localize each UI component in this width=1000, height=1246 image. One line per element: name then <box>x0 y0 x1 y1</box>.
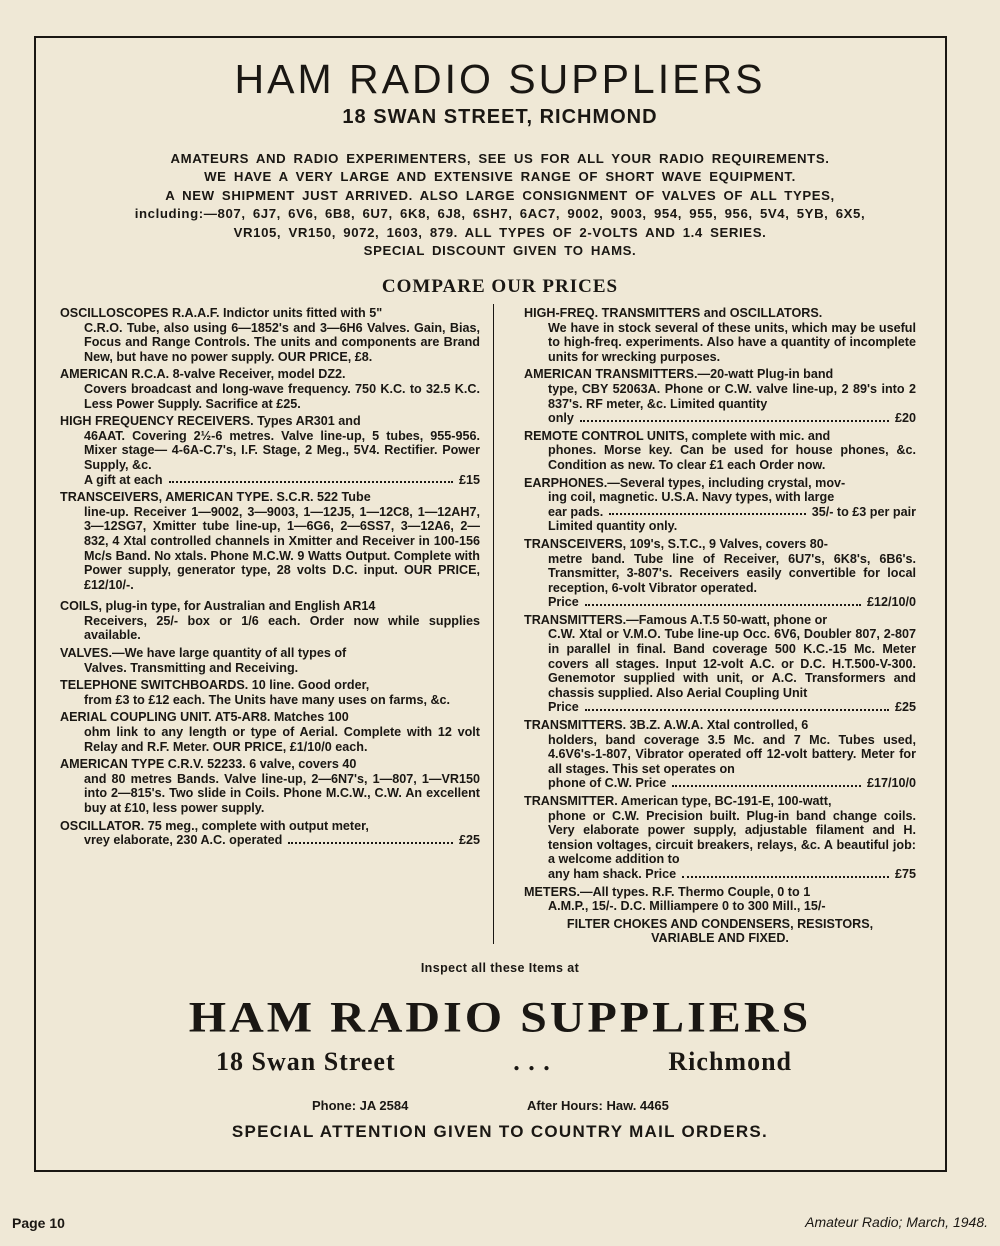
price-label: only <box>548 411 574 426</box>
listing-item <box>60 757 480 815</box>
price-line <box>524 411 916 426</box>
listing-item <box>60 646 480 675</box>
publication-info: Amateur Radio; March, 1948. <box>805 1214 988 1230</box>
listing-item <box>524 885 916 914</box>
price-line <box>524 700 916 715</box>
listing-description: 46AAT. Covering 2½-6 metres. Valve line-up, 5 tubes, 955-956. Mixer stage— 4-6A-C.7's, I.F. Stage, 2 Meg., 5V4. Rectifier. Power Supply, &c. <box>84 428 480 472</box>
address-dots: . . . <box>513 1047 551 1076</box>
listing-heading: AMERICAN TYPE C.R.V. 52233. 6 valve, covers 40 <box>60 757 357 772</box>
price-label: Price <box>548 595 579 610</box>
listing-heading: AMERICAN TRANSMITTERS.—20-watt Plug-in band <box>524 367 834 382</box>
listing-heading: EARPHONES.—Several types, including crystal, mov- <box>524 475 846 490</box>
after-hours-phone: After Hours: Haw. 4465 <box>527 1098 669 1113</box>
listing-item <box>60 490 480 592</box>
listing-item <box>60 599 480 643</box>
listing-item <box>60 819 480 848</box>
bottom-address <box>216 1047 792 1077</box>
price-value: £75 <box>894 866 916 881</box>
price-value: £25 <box>458 833 480 848</box>
price-label: vrey elaborate, 230 A.C. operated <box>84 833 283 848</box>
listing-description: ing coil, magnetic. U.S.A. Navy types, with large <box>548 490 835 505</box>
mail-orders-notice: SPECIAL ATTENTION GIVEN TO COUNTRY MAIL ORDERS. <box>231 1122 769 1141</box>
listing-heading: TRANSMITTER. American type, BC-191-E, 100-watt, <box>524 794 832 808</box>
leader-dots <box>169 473 453 484</box>
listing-heading: OSCILLATOR. 75 meg., complete with output meter, <box>60 818 369 833</box>
phone-number: Phone: JA 2584 <box>312 1098 409 1113</box>
listing-heading: HIGH-FREQ. TRANSMITTERS and OSCILLATORS. <box>524 306 823 320</box>
listing-description: C.R.O. Tube, also using 6—1852's and 3—6H6 Valves. Gain, Bias, Focus and Range Controls. The units and components are Brand New, but have no power supply. OUR PRICE, £8. <box>84 320 480 364</box>
intro-line: AMATEURS AND RADIO EXPERIMENTERS, SEE US FOR ALL YOUR RADIO REQUIREMENTS. <box>170 151 830 166</box>
listing-description: Receivers, 25/- box or 1/6 each. Order now while supplies available. <box>84 613 480 643</box>
listing-heading: COILS, plug-in type, for Australian and English AR14 <box>60 599 376 614</box>
page-number: Page 10 <box>12 1215 65 1231</box>
intro-line: A NEW SHIPMENT JUST ARRIVED. ALSO LARGE CONSIGNMENT OF VALVES OF ALL TYPES, <box>165 187 835 203</box>
listing-description: and 80 metres Bands. Valve line-up, 2—6N7's, 1—807, 1—VR150 into 2—815's. Two slide in Coils. Phone M.C.W., C.W. An excellent buy at £10, less power supply. <box>84 771 480 815</box>
price-line <box>524 595 916 610</box>
listing-description: Valves. Transmitting and Receiving. <box>84 660 299 675</box>
address-street: 18 Swan Street <box>216 1047 396 1076</box>
listing-description: phone or C.W. Precision built. Plug-in band change coils. Very elaborate power supply, adjustable filament and H. tension voltages, circuit breakers, relays, &c. A beautiful job: a welcome addition to <box>548 808 916 867</box>
intro-line: SPECIAL DISCOUNT GIVEN TO HAMS. <box>363 243 637 259</box>
listing-heading: AERIAL COUPLING UNIT. AT5-AR8. Matches 100 <box>60 710 349 725</box>
listing-heading: TELEPHONE SWITCHBOARDS. 10 line. Good order, <box>60 678 370 693</box>
listing-description: Covers broadcast and long-wave frequency. 750 K.C. to 32.5 K.C. Less Power Supply. Sacrifice at £25. <box>84 381 480 411</box>
listing-item <box>60 306 480 364</box>
address-suburb: Richmond <box>668 1047 792 1076</box>
price-value: £15 <box>458 472 480 487</box>
listing-item <box>60 710 480 754</box>
listing-description: C.W. Xtal or V.M.O. Tube line-up Occ. 6V6, Doubler 807, 2-807 in parallel in final. Band coverage 500 K.C.-15 Mc. Meter covers all stages. Input 12-volt A.C. or D.C. H.T.500-V-300. Genemotor supplied with unit, or A.C. Transformers and chassis supplied. Also Aerial Coupling Unit <box>548 627 916 700</box>
leader-dots <box>580 411 889 422</box>
bottom-title: HAM RADIO SUPPLIERS <box>188 993 812 1042</box>
price-value: £20 <box>894 411 916 426</box>
listing-description: holders, band coverage 3.5 Mc. and 7 Mc. Tubes used, 4.6V6's-1-807, Vibrator operated off 12-volt battery. Meter for all stages. This set operates on <box>548 732 916 776</box>
price-label: A gift at each <box>84 472 163 487</box>
intro-line: including:—807, 6J7, 6V6, 6B8, 6U7, 6K8, 6J8, 6SH7, 6AC7, 9002, 9003, 954, 955, 956, 5V4, 5YB, 6X5, <box>134 206 866 222</box>
listing-heading: HIGH FREQUENCY RECEIVERS. Types AR301 and <box>60 414 361 429</box>
listing-heading: TRANSCEIVERS, AMERICAN TYPE. S.C.R. 522 Tube <box>60 490 371 505</box>
price-label: ear pads. <box>548 504 604 519</box>
listing-heading: TRANSMITTERS. 3B.Z. A.W.A. Xtal controlled, 6 <box>524 718 809 733</box>
listing-description: We have in stock several of these units, which may be useful to high-freq. experiments. Also have a quantity of incomplete units for wrecking purposes. <box>548 320 916 364</box>
listing-heading: AMERICAN R.C.A. 8-valve Receiver, model DZ2. <box>60 367 346 382</box>
listing-heading: TRANSCEIVERS, 109's, S.T.C., 9 Valves, covers 80- <box>524 536 828 551</box>
listing-item <box>524 367 916 425</box>
price-label: Price <box>548 700 579 715</box>
price-line <box>524 867 916 882</box>
column-divider <box>493 304 494 944</box>
listing-note: Limited quantity only. <box>548 519 678 534</box>
price-value: £25 <box>894 700 916 715</box>
listing-item <box>524 917 916 946</box>
price-line <box>60 473 480 488</box>
listing-item <box>60 367 480 411</box>
listing-description: ohm link to any length or type of Aerial. Complete with 12 volt Relay and R.F. Meter. OUR PRICE, £1/10/0 each. <box>84 725 480 754</box>
price-value: 35/- to £3 per pair <box>811 504 916 519</box>
leader-dots <box>682 867 889 878</box>
price-line <box>524 776 916 791</box>
price-label: any ham shack. Price <box>548 866 677 881</box>
listing-description: phones. Morse key. Can be used for house phones, &c. Condition as new. To clear £1 each Order now. <box>548 443 916 472</box>
price-label: phone of C.W. Price <box>548 776 667 791</box>
listing-item <box>60 414 480 487</box>
listing-description: from £3 to £12 each. The Units have many uses on farms, &c. <box>84 692 451 707</box>
listing-item <box>524 476 916 534</box>
listing-heading: METERS.—All types. R.F. Thermo Couple, 0 to 1 <box>524 884 811 899</box>
listing-description: VARIABLE AND FIXED. <box>651 931 789 946</box>
leader-dots <box>672 776 861 787</box>
listing-description: type, CBY 52063A. Phone or C.W. valve line-up, 2 89's into 2 837's. RF meter, &c. Limited quantity <box>548 381 916 411</box>
price-line <box>60 833 480 848</box>
leader-dots <box>609 505 805 516</box>
intro-text <box>95 150 905 260</box>
price-value: £17/10/0 <box>866 776 916 791</box>
compare-heading: COMPARE OUR PRICES <box>381 276 619 297</box>
listing-description: metre band. Tube line of Receiver, 6U7's, 6K8's, 6B6's. Transmitter, 3-807's. Receivers easily convertible for local reception, 6-volt Vibrator operated. <box>548 551 916 595</box>
listing-item <box>524 794 916 882</box>
listing-heading: VALVES.—We have large quantity of all types of <box>60 646 347 661</box>
header-title: HAM RADIO SUPPLIERS <box>234 56 766 102</box>
listing-item <box>60 678 480 707</box>
listing-heading: FILTER CHOKES AND CONDENSERS, RESISTORS, <box>566 916 874 931</box>
leader-dots <box>288 833 453 844</box>
intro-line: WE HAVE A VERY LARGE AND EXTENSIVE RANGE OF SHORT WAVE EQUIPMENT. <box>204 169 796 185</box>
listing-item <box>524 537 916 610</box>
listing-description: A.M.P., 15/-. D.C. Milliampere 0 to 300 Mill., 15/- <box>548 899 826 914</box>
listing-description: line-up. Receiver 1—9002, 3—9003, 1—12J5, 1—12C8, 1—12AH7, 3—12SG7, Xmitter tube line-up, 1—6G6, 2—6SS7, 3—12A6, 2—832, 4 Xtal controlled channels in Xmitter and Receiver in 100-156 Mc/s Band. No xtals. Phone M.C.W. 9 Watts Output. Complete with Power supply, generator type, 28 volts D.C. input. OUR PRICE, £12/10/-. <box>84 504 480 592</box>
left-column <box>60 306 480 851</box>
leader-dots <box>585 700 889 711</box>
listing-heading: OSCILLOSCOPES R.A.A.F. Indictor units fitted with 5" <box>60 306 383 320</box>
listing-item <box>524 718 916 791</box>
listing-item <box>524 429 916 473</box>
listing-heading: REMOTE CONTROL UNITS, complete with mic. and <box>524 428 831 443</box>
intro-line: VR105, VR150, 9072, 1603, 879. ALL TYPES OF 2-VOLTS AND 1.4 SERIES. <box>233 224 767 240</box>
right-column <box>524 306 916 949</box>
listing-item <box>524 613 916 715</box>
inspect-text: Inspect all these Items at <box>420 961 580 975</box>
listing-item <box>524 306 916 364</box>
price-line <box>524 505 916 520</box>
header-address: 18 SWAN STREET, RICHMOND <box>342 106 658 128</box>
listing-heading: TRANSMITTERS.—Famous A.T.5 50-watt, phone or <box>524 612 828 627</box>
leader-dots <box>585 595 861 606</box>
price-value: £12/10/0 <box>866 595 916 610</box>
